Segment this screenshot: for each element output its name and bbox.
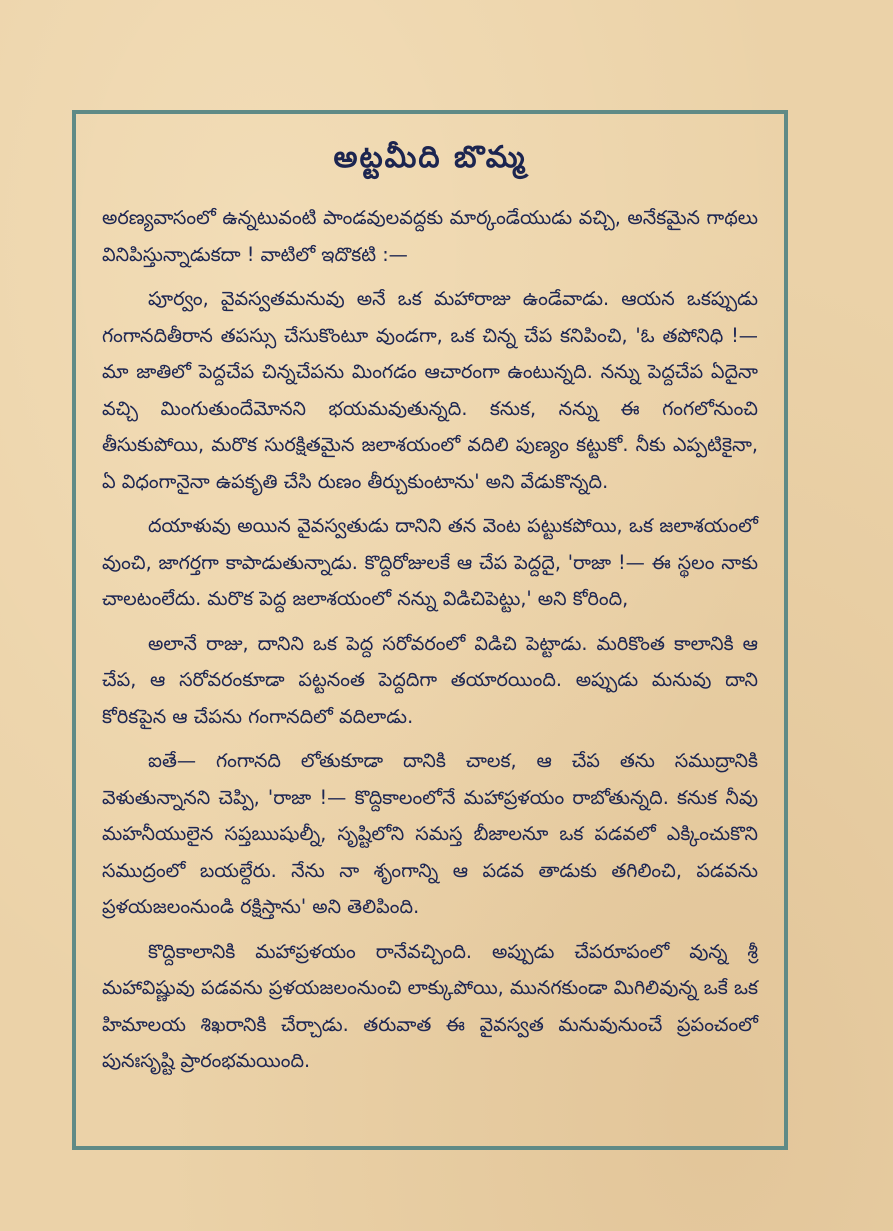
story-paragraph: ఐతే— గంగానది లోతుకూడా దానికి చాలక, ఆ చేప తను సముద్రానికి వెళుతున్నానని చెప్పి, 'రాజా !— కొద్దికాలంలోనే మహాప్రళయం రాబోతున్నది. కనుక నీవు మహనీయులైన సప్తఋషుల్నీ, సృష్టిలోని సమస్త బీజాలనూ ఒక పడవలో ఎక్కించుకొని సముద్రంలో బయల్దేరు. నేను నా శృంగాన్ని ఆ పడవ తాడుకు తగిలించి, పడవను ప్రళయజలంనుండి రక్షిస్తాను' అని తెలిపింది.: [102, 749, 758, 918]
story-paragraph: కొద్దికాలానికి మహాప్రళయం రానేవచ్చింది. అప్పుడు చేపరూపంలో వున్న శ్రీ మహావిష్ణువు పడవను ప్రళయజలంనుంచి లాక్కుపోయి, మునగకుండా మిగిలివున్న ఒకే ఒక హిమాలయ శిఖరానికి చేర్చాడు. తరువాత ఈ వైవస్వత మనువునుంచే ప్రపంచంలో పునఃసృష్టి ప్రారంభమయింది.: [102, 939, 758, 1072]
story-intro: అరణ్యవాసంలో ఉన్నటువంటి పాండవులవద్దకు మార్కండేయుడు వచ్చి, అనేకమైన గాథలు వినిపిస్తున్నాడుకదా ! వాటిలో ఇదొకటి :—: [102, 206, 758, 266]
story-frame: [72, 110, 788, 1150]
story-paragraph: దయాళువు అయిన వైవస్వతుడు దానిని తన వెంట పట్టుకపోయి, ఒక జలాశయంలో వుంచి, జాగర్తగా కాపాడుతున్నాడు. కొద్దిరోజులకే ఆ చేప పెద్దదై, 'రాజా !— ఈ స్థలం నాకు చాలటంలేదు. మరొక పెద్ద జలాశయంలో నన్ను విడిచిపెట్టు,' అని కోరింది,: [102, 514, 758, 610]
story-paragraph: అలానే రాజు, దానిని ఒక పెద్ద సరోవరంలో విడిచి పెట్టాడు. మరికొంత కాలానికి ఆ చేప, ఆ సరోవరంకూడా పట్టనంత పెద్దదిగా తయారయింది. అప్పుడు మనువు దాని కోరికపైన ఆ చేపను గంగానదిలో వదిలాడు.: [102, 631, 758, 728]
story-paragraph: పూర్వం, వైవస్వతమనువు అనే ఒక మహారాజు ఉండేవాడు. ఆయన ఒకప్పుడు గంగానదితీరాన తపస్సు చేసుకొంటూ వుండగా, ఒక చిన్న చేప కనిపించి, 'ఓ తపోనిధి !— మా జాతిలో పెద్దచేప చిన్నచేపను మింగడం ఆచారంగా ఉంటున్నది. నన్ను పెద్దచేప ఏదైనా వచ్చి మింగుతుందేమోనని భయమవుతున్నది. కనుక, నన్ను ఈ గంగలోనుంచి తీసుకుపోయి, మరొక సురక్షితమైన జలాశయంలో వదిలి పుణ్యం కట్టుకో. నీకు ఎప్పటికైనా, ఏ విధంగానైనా ఉపకృతి చేసి రుణం తీర్చుకుంటాను' అని వేడుకొన్నది.: [102, 287, 758, 493]
story-title: అట్టమీది బొమ్మ: [333, 140, 527, 175]
